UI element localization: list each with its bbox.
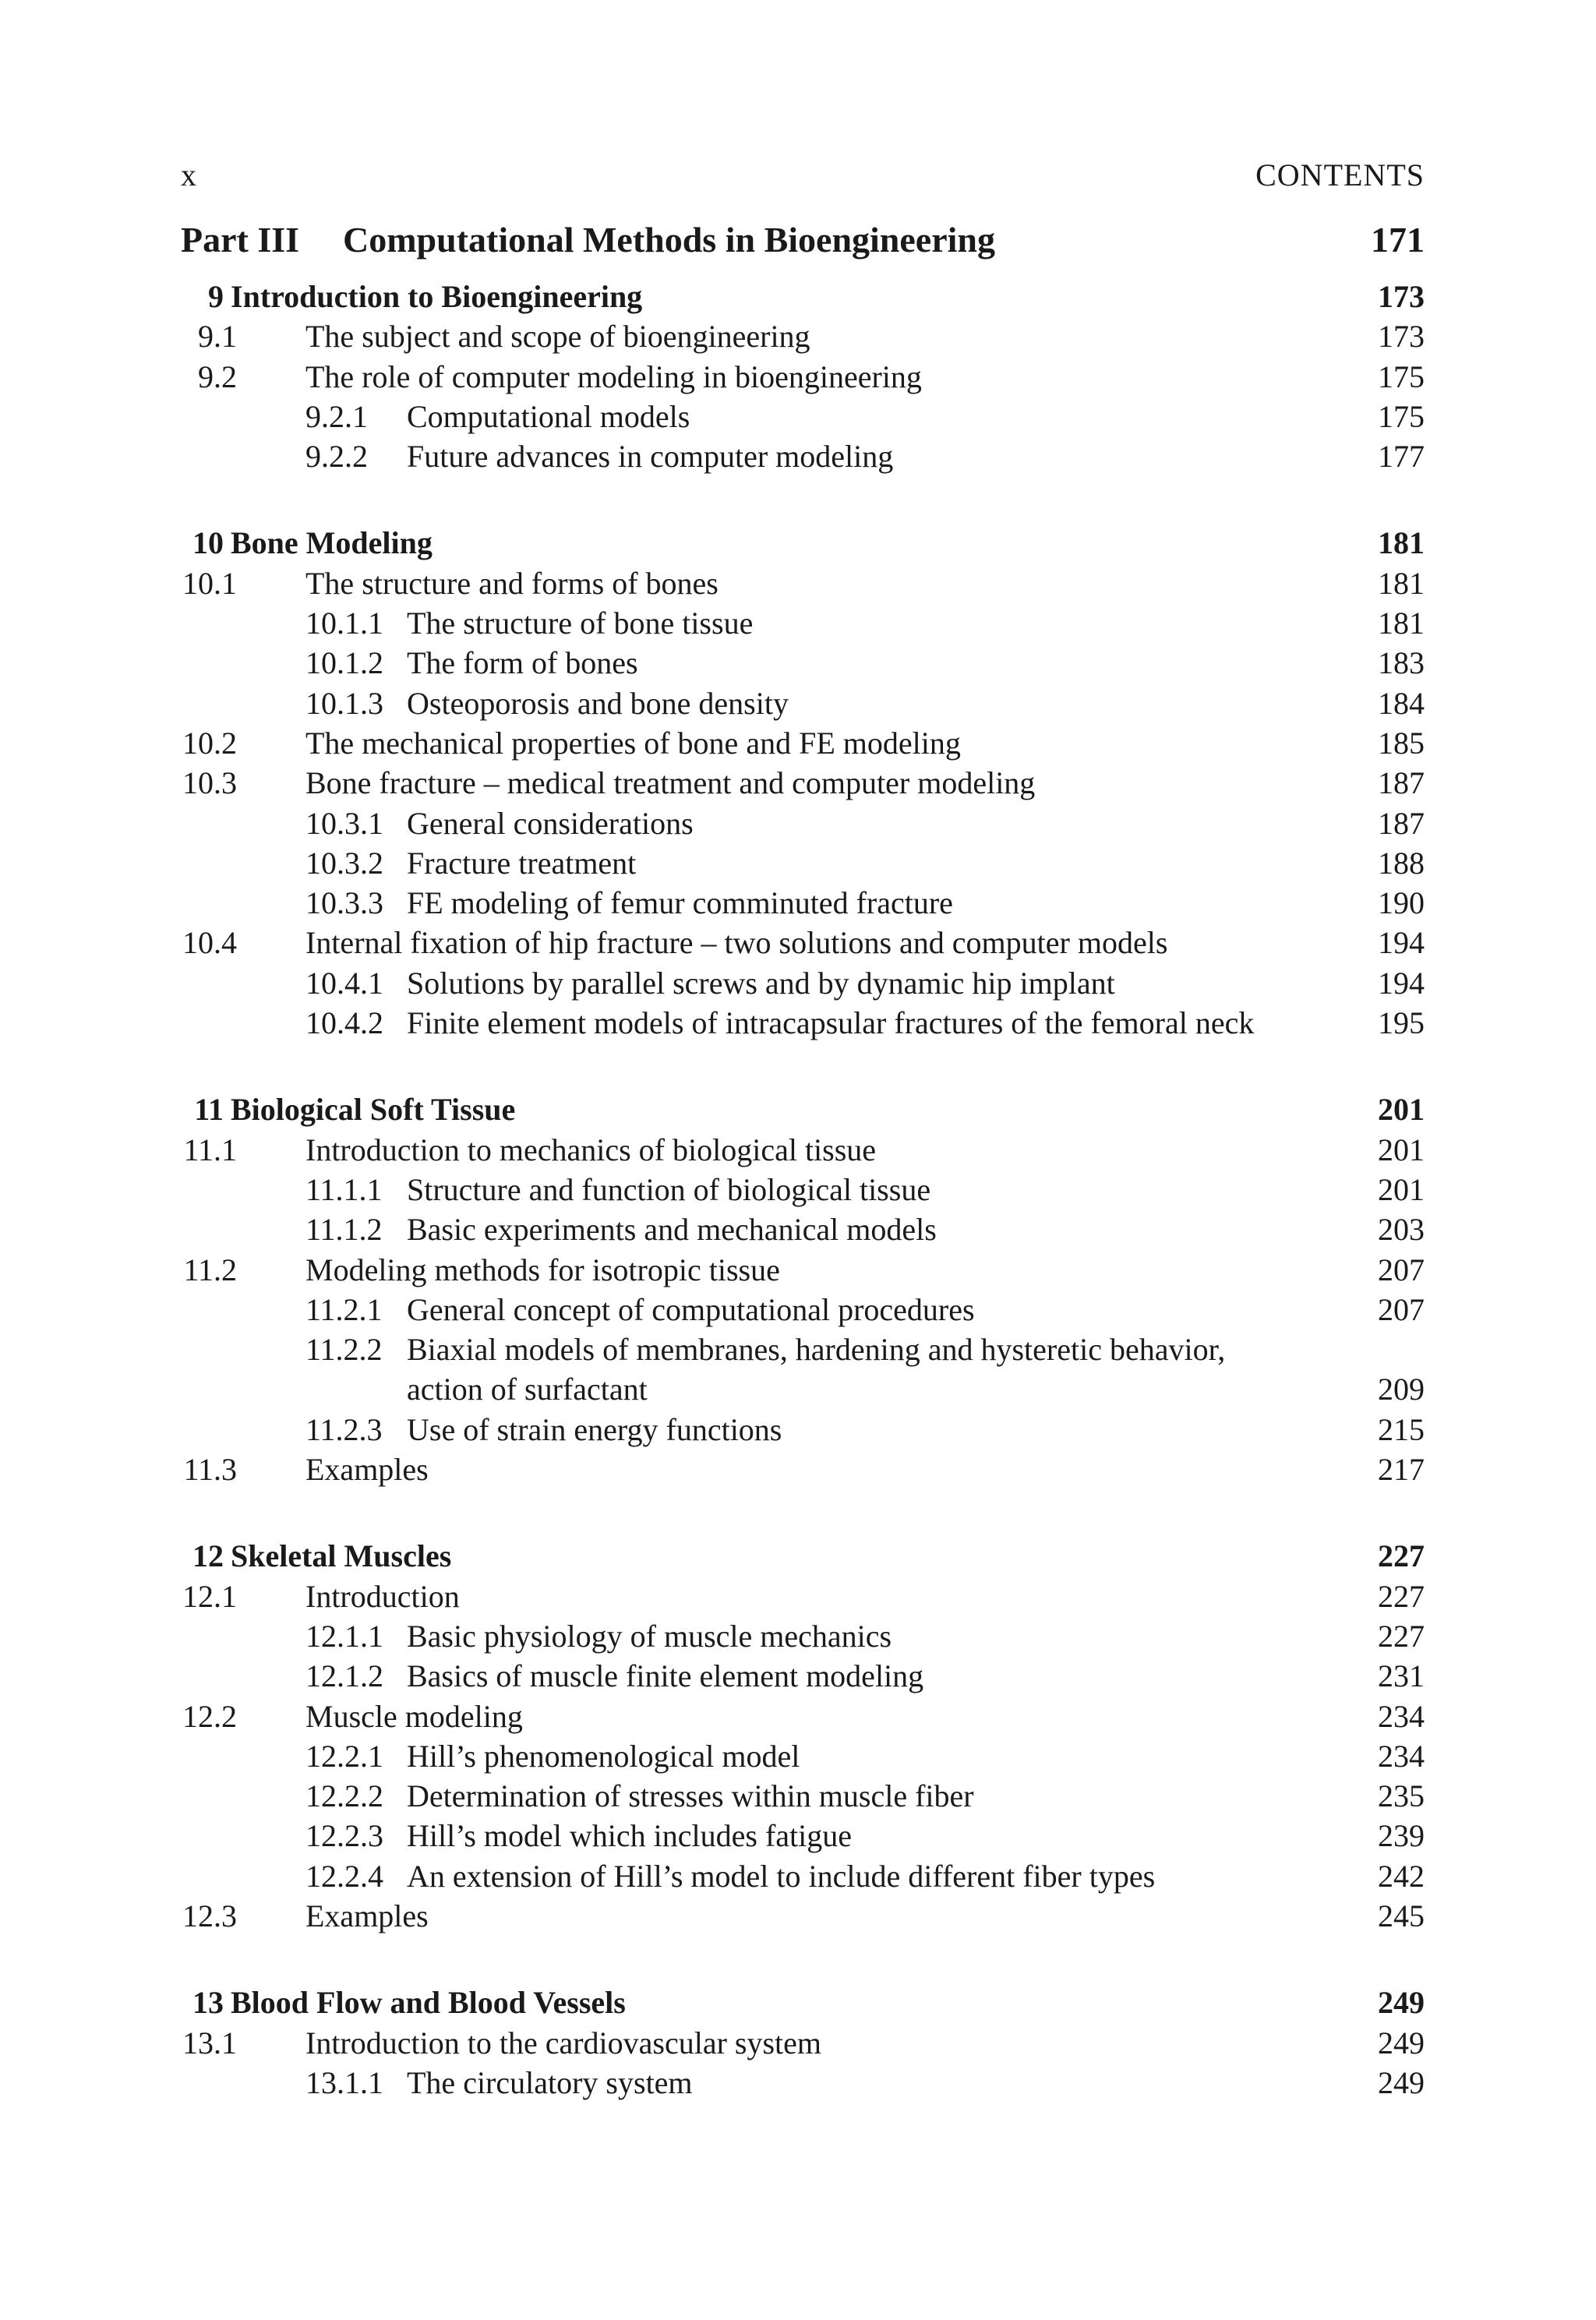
entry-number: 11.1.2 [305,1212,383,1248]
entry-page-number: 249 [1378,2025,1425,2060]
entry-title: General considerations [407,805,694,841]
entry-title: Basic experiments and mechanical models [407,1212,937,1248]
entry-page-number: 194 [1378,925,1425,961]
entry-page-number: 242 [1378,1858,1425,1894]
toc-subsection-entry[interactable] [181,1410,1425,1450]
entry-number: 9.2.1 [305,398,368,434]
toc-subsection-entry[interactable] [181,803,1425,843]
entry-title: Bone Modeling [231,525,433,561]
entry-page-number: 201 [1378,1092,1425,1128]
entry-number: 12.2.2 [305,1778,383,1814]
entry-number: 10.3 [182,765,237,801]
entry-number: 10 [192,525,224,561]
entry-title: Hill’s phenomenological model [407,1738,800,1774]
entry-number: 12.2.3 [305,1818,383,1854]
toc-section-entry[interactable] [181,316,1425,356]
entry-title: FE modeling of femur comminuted fracture [407,885,953,921]
part-title: Computational Methods in Bioengineering [343,220,996,260]
entry-number: 10.3.1 [305,805,383,841]
toc-subsection-entry[interactable] [181,1856,1425,1896]
entry-page-number: 181 [1378,606,1425,641]
entry-number: 12.1 [182,1578,237,1614]
chapter-block [181,1536,1425,1936]
entry-number: 10.1 [182,565,237,601]
entry-number: 10.4 [182,925,237,961]
entry-number: 11.1 [183,1132,237,1167]
entry-title: An extension of Hill’s model to include different fiber types [407,1858,1156,1894]
entry-title: Basic physiology of muscle mechanics [407,1618,892,1654]
entry-number: 9.2 [198,358,237,394]
entry-page-number: 173 [1378,319,1425,355]
entry-title: Future advances in computer modeling [407,439,894,475]
entry-title: Muscle modeling [305,1698,523,1734]
entry-number: 11.2.3 [305,1411,383,1447]
entry-title: Introduction to mechanics of biological tissue [305,1132,877,1167]
entry-number: 11 [194,1092,224,1128]
entry-number: 12.1.1 [305,1618,383,1654]
entry-page-number: 175 [1378,398,1425,434]
entry-number: 10.2 [182,725,237,761]
toc-subsection-entry[interactable] [181,1369,1425,1409]
entry-title: Introduction to the cardiovascular system [305,2025,822,2060]
table-of-contents [181,277,1425,2149]
entry-number: 9 [208,279,224,314]
toc-subsection-entry[interactable] [181,2063,1425,2103]
entry-number: 12.3 [182,1898,237,1933]
entry-page-number: 173 [1378,279,1425,314]
entry-page-number: 215 [1378,1411,1425,1447]
entry-number: 9.1 [198,319,237,355]
entry-number: 11.1.1 [305,1171,383,1207]
entry-title: Solutions by parallel screws and by dynamic hip implant [407,965,1115,1001]
entry-page-number: 207 [1378,1252,1425,1287]
entry-title: Osteoporosis and bone density [407,685,789,721]
toc-subsection-entry[interactable] [181,1170,1425,1209]
entry-page-number: 209 [1378,1372,1425,1407]
chapter-block [181,277,1425,476]
toc-subsection-entry[interactable] [181,1290,1425,1329]
entry-number: 10.1.1 [305,606,383,641]
entry-title: Use of strain energy functions [407,1411,782,1447]
entry-page-number: 234 [1378,1738,1425,1774]
entry-number: 12 [192,1538,224,1574]
toc-section-entry[interactable] [181,1450,1425,1489]
entry-number: 10.4.2 [305,1005,383,1041]
entry-number: 11.2.2 [305,1332,383,1368]
entry-page-number: 183 [1378,645,1425,681]
entry-page-number: 194 [1378,965,1425,1001]
running-head-title: CONTENTS [1255,157,1425,192]
toc-section-entry[interactable] [181,723,1425,763]
entry-page-number: 235 [1378,1778,1425,1814]
entry-page-number: 227 [1378,1538,1425,1574]
entry-title: Introduction [305,1578,460,1614]
toc-subsection-entry[interactable] [181,436,1425,476]
toc-chapter-entry[interactable] [181,277,1425,316]
toc-chapter-entry[interactable] [181,523,1425,563]
toc-subsection-entry[interactable] [181,1736,1425,1776]
entry-number: 12.2.4 [305,1858,383,1894]
entry-title: Internal fixation of hip fracture – two solutions and computer models [305,925,1168,961]
entry-number: 12.2 [182,1698,237,1734]
toc-section-entry[interactable] [181,1130,1425,1170]
part-page-number: 171 [1371,220,1425,260]
toc-section-entry[interactable] [181,357,1425,397]
toc-subsection-entry[interactable] [181,1003,1425,1043]
part-heading[interactable] [181,215,1425,265]
entry-title: Structure and function of biological tissue [407,1171,931,1207]
toc-subsection-entry[interactable] [181,603,1425,643]
chapter-block [181,1089,1425,1489]
entry-page-number: 203 [1378,1212,1425,1248]
toc-subsection-entry[interactable] [181,883,1425,923]
entry-number: 13.1.1 [305,2064,383,2100]
entry-page-number: 195 [1378,1005,1425,1041]
entry-title: The role of computer modeling in bioengineering [305,358,922,394]
entry-title: The structure of bone tissue [407,606,754,641]
toc-subsection-entry[interactable] [181,1329,1425,1369]
entry-title: Biaxial models of membranes, hardening and hysteretic behavior, [407,1332,1226,1368]
entry-page-number: 207 [1378,1291,1425,1327]
entry-title: Determination of stresses within muscle fiber [407,1778,974,1814]
entry-page-number: 227 [1378,1578,1425,1614]
entry-page-number: 187 [1378,765,1425,801]
entry-title: Bone fracture – medical treatment and computer modeling [305,765,1036,801]
entry-page-number: 249 [1378,2064,1425,2100]
entry-number: 12.2.1 [305,1738,383,1774]
entry-page-number: 181 [1378,525,1425,561]
entry-page-number: 245 [1378,1898,1425,1933]
entry-number: 10.1.3 [305,685,383,721]
toc-section-entry[interactable] [181,763,1425,803]
entry-number: 10.1.2 [305,645,383,681]
entry-number: 10.3.3 [305,885,383,921]
page-number: x [181,157,196,192]
entry-title: Skeletal Muscles [231,1538,452,1574]
entry-page-number: 249 [1378,1985,1425,2021]
entry-title: The circulatory system [407,2064,693,2100]
toc-chapter-entry[interactable] [181,1983,1425,2022]
entry-page-number: 231 [1378,1658,1425,1694]
entry-number: 12.1.2 [305,1658,383,1694]
entry-title: Basics of muscle finite element modeling [407,1658,924,1694]
part-label: Part III [181,220,300,260]
entry-page-number: 175 [1378,358,1425,394]
entry-title: The structure and forms of bones [305,565,719,601]
entry-title: Biological Soft Tissue [231,1092,516,1128]
toc-chapter-entry[interactable] [181,1536,1425,1576]
toc-subsection-entry[interactable] [181,683,1425,723]
entry-page-number: 184 [1378,685,1425,721]
entry-title: Examples [305,1452,429,1488]
toc-section-entry[interactable] [181,563,1425,603]
entry-number: 11.2 [183,1252,237,1287]
entry-number: 10.3.2 [305,845,383,881]
entry-page-number: 227 [1378,1618,1425,1654]
entry-page-number: 190 [1378,885,1425,921]
chapter-block [181,523,1425,1043]
entry-title: action of surfactant [407,1372,648,1407]
entry-title: The mechanical properties of bone and FE modeling [305,725,961,761]
entry-page-number: 201 [1378,1171,1425,1207]
toc-subsection-entry[interactable] [181,1816,1425,1856]
entry-title: Modeling methods for isotropic tissue [305,1252,780,1287]
toc-subsection-entry[interactable] [181,843,1425,883]
entry-title: Blood Flow and Blood Vessels [231,1985,626,2021]
entry-number: 13 [192,1985,224,2021]
entry-page-number: 185 [1378,725,1425,761]
toc-subsection-entry[interactable] [181,963,1425,1003]
toc-subsection-entry[interactable] [181,1616,1425,1656]
entry-title: Finite element models of intracapsular fractures of the femoral neck [407,1005,1255,1041]
entry-page-number: 177 [1378,439,1425,475]
entry-page-number: 181 [1378,565,1425,601]
entry-title: The form of bones [407,645,638,681]
entry-title: General concept of computational procedures [407,1291,975,1327]
toc-section-entry[interactable] [181,1577,1425,1616]
entry-page-number: 239 [1378,1818,1425,1854]
toc-section-entry[interactable] [181,1896,1425,1936]
entry-number: 13.1 [182,2025,237,2060]
toc-section-entry[interactable] [181,923,1425,962]
toc-subsection-entry[interactable] [181,397,1425,436]
entry-page-number: 188 [1378,845,1425,881]
toc-subsection-entry[interactable] [181,1656,1425,1696]
chapter-block [181,1983,1425,2103]
entry-title: Fracture treatment [407,845,637,881]
entry-page-number: 187 [1378,805,1425,841]
entry-title: Computational models [407,398,690,434]
entry-title: The subject and scope of bioengineering [305,319,810,355]
toc-section-entry[interactable] [181,2023,1425,2063]
toc-subsection-entry[interactable] [181,1209,1425,1249]
toc-chapter-entry[interactable] [181,1089,1425,1129]
toc-subsection-entry[interactable] [181,1776,1425,1816]
entry-page-number: 201 [1378,1132,1425,1167]
running-head [181,156,1425,195]
toc-section-entry[interactable] [181,1250,1425,1290]
entry-title: Hill’s model which includes fatigue [407,1818,852,1854]
entry-number: 9.2.2 [305,439,368,475]
entry-number: 11.2.1 [305,1291,383,1327]
toc-subsection-entry[interactable] [181,643,1425,683]
entry-title: Introduction to Bioengineering [231,279,643,314]
entry-page-number: 217 [1378,1452,1425,1488]
toc-section-entry[interactable] [181,1697,1425,1736]
entry-number: 10.4.1 [305,965,383,1001]
entry-number: 11.3 [183,1452,237,1488]
entry-page-number: 234 [1378,1698,1425,1734]
entry-title: Examples [305,1898,429,1933]
